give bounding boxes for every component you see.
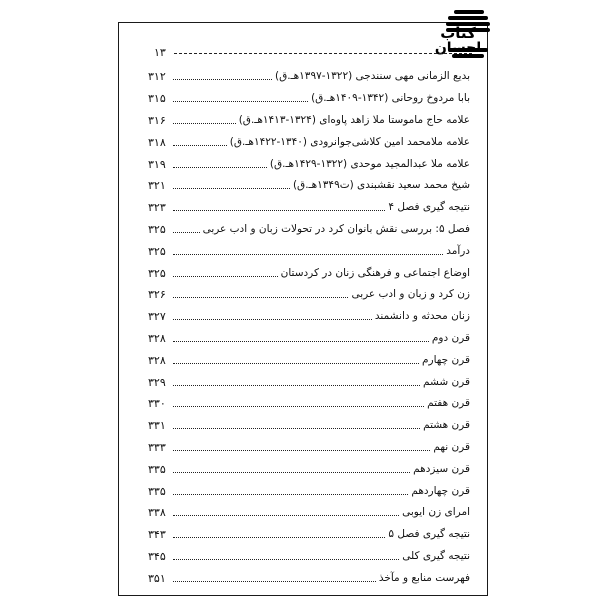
leader-dots [173,466,410,473]
toc-entry [148,262,470,284]
header-dashed-rule [174,53,472,54]
leader-dots [173,379,420,386]
toc-entry-page: ۳۱۸ [148,135,166,149]
toc-entry [148,371,470,393]
page-number: ۱۳ [154,46,166,59]
toc-entry [148,284,470,306]
toc-entry-title: قرن هشتم [423,419,470,432]
leader-dots [173,422,420,429]
toc-entry-page: ۳۲۵ [148,222,166,236]
toc-entry-title: علامه حاج ماموستا ملا زاهد پاوه‌ای (۱۳۲۴-۱۴۱۳هـ.ق) [238,113,470,126]
logo-line-1: کتاب [440,24,476,42]
toc-entry [148,219,470,241]
toc-entry [148,306,470,328]
toc-entry-page: ۳۱۵ [148,92,166,106]
leader-dots [173,161,267,168]
toc-entry-title: علامه ملامحمد امین کلاشی‌جوانرودی (۱۳۴۰-۱۴۲۲هـ.ق) [229,135,470,148]
toc-entry-title: اوضاع اجتماعی و فرهنگی زنان در کردستان [280,266,470,279]
leader-dots [173,488,408,495]
leader-dots [173,335,429,342]
toc-entry [148,502,470,524]
leader-dots [173,182,290,189]
toc-entry-title: درآمد [446,244,470,257]
leader-dots [173,531,385,538]
leader-dots [173,357,419,364]
toc-entry [148,480,470,502]
toc-entry [148,437,470,459]
toc-entry [148,153,470,175]
toc-entry-title: قرن هفتم [427,397,470,410]
toc-entry-page: ۳۲۹ [148,375,166,389]
leader-dots [173,204,385,211]
toc-entry-title: قرن نهم [433,440,470,453]
toc-entry-title: قرن چهاردهم [411,484,470,497]
toc-entry [148,546,470,568]
toc-entry [148,524,470,546]
toc-entry-title: فهرست منابع و مآخذ [378,571,470,584]
toc-entry-page: ۳۱۲ [148,70,166,84]
toc-entry-page: ۳۳۵ [148,484,166,498]
toc-entry-page: ۳۲۵ [148,266,166,280]
leader-dots [173,139,227,146]
toc-entry [148,393,470,415]
toc-entry-page: ۳۲۸ [148,353,166,367]
leader-dots [173,117,236,124]
toc-entry [148,66,470,88]
toc-entry [148,131,470,153]
toc-entry [148,328,470,350]
leader-dots [173,313,372,320]
toc-entry-title: بدیع الزمانی مهی سنندجی (۱۳۲۲-۱۳۹۷هـ.ق) [274,70,470,83]
logo-line-2: احسان [434,40,482,56]
toc-entry-page: ۳۲۷ [148,310,166,324]
toc-entry [148,175,470,197]
toc-entry-page: ۳۲۳ [148,201,166,215]
leader-dots [173,95,308,102]
toc-entry-title: نتیجه گیری فصل ۵ [388,528,470,541]
leader-dots [173,400,424,407]
toc-entry-page: ۳۲۵ [148,244,166,258]
toc-entry [148,567,470,589]
toc-entry-title: شیخ محمد سعید نقشبندی (ت۱۳۴۹هـ.ق) [292,179,470,192]
leader-dots [173,73,272,80]
toc-entry-title: زنان محدثه و دانشمند [374,310,470,323]
toc-entry-title: قرن دوم [431,331,470,344]
toc-entry-title: امرای زن ایوبی [402,506,470,519]
toc-entry [148,110,470,132]
leader-dots [173,553,399,560]
toc-entry-page: ۳۱۶ [148,113,166,127]
toc-entry-page: ۳۳۸ [148,506,166,520]
toc-entry-page: ۳۱۹ [148,157,166,171]
toc-entry-title: زن کرد و زبان و ادب عربی [351,288,470,301]
toc-entry-page: ۳۲۸ [148,331,166,345]
toc-entry-title: قرن چهارم [422,353,470,366]
toc-entry-title: نتیجه گیری کلی [402,549,470,562]
toc-entry-title: قرن ششم [422,375,470,388]
page-header [154,46,472,60]
toc-entry [148,88,470,110]
toc-entry-page: ۳۴۳ [148,528,166,542]
toc-entry-page: ۳۳۵ [148,462,166,476]
toc-entry-title: علامه ملا عبدالمجید موحدی (۱۳۲۲-۱۴۲۹هـ.ق) [269,157,470,170]
leader-dots [173,575,376,582]
toc-entry-title: فصل ۵: بررسی نقش بانوان کرد در تحولات زبان و ادب عربی [202,222,470,235]
leader-dots [173,270,278,277]
toc-entry-page: ۳۴۵ [148,549,166,563]
toc-entry-page: ۳۲۶ [148,288,166,302]
toc-entry [148,240,470,262]
toc-entry [148,415,470,437]
toc-entry-title: نتیجه گیری فصل ۴ [388,201,470,214]
toc-entry [148,197,470,219]
toc-entry-page: ۳۵۱ [148,571,166,585]
leader-dots [173,291,348,298]
leader-dots [173,226,200,233]
toc-entry-page: ۳۳۳ [148,440,166,454]
toc-entry [148,349,470,371]
table-of-contents [148,66,470,589]
leader-dots [173,444,430,451]
leader-dots [173,248,443,255]
toc-entry-title: بابا مردوخ روحانی (۱۳۴۲-۱۴۰۹هـ.ق) [311,92,470,105]
toc-entry-page: ۳۳۱ [148,419,166,433]
toc-entry-page: ۳۲۱ [148,179,166,193]
toc-entry-page: ۳۳۰ [148,397,166,411]
toc-entry [148,458,470,480]
leader-dots [173,509,399,516]
toc-entry-title: قرن سیزدهم [413,462,470,475]
